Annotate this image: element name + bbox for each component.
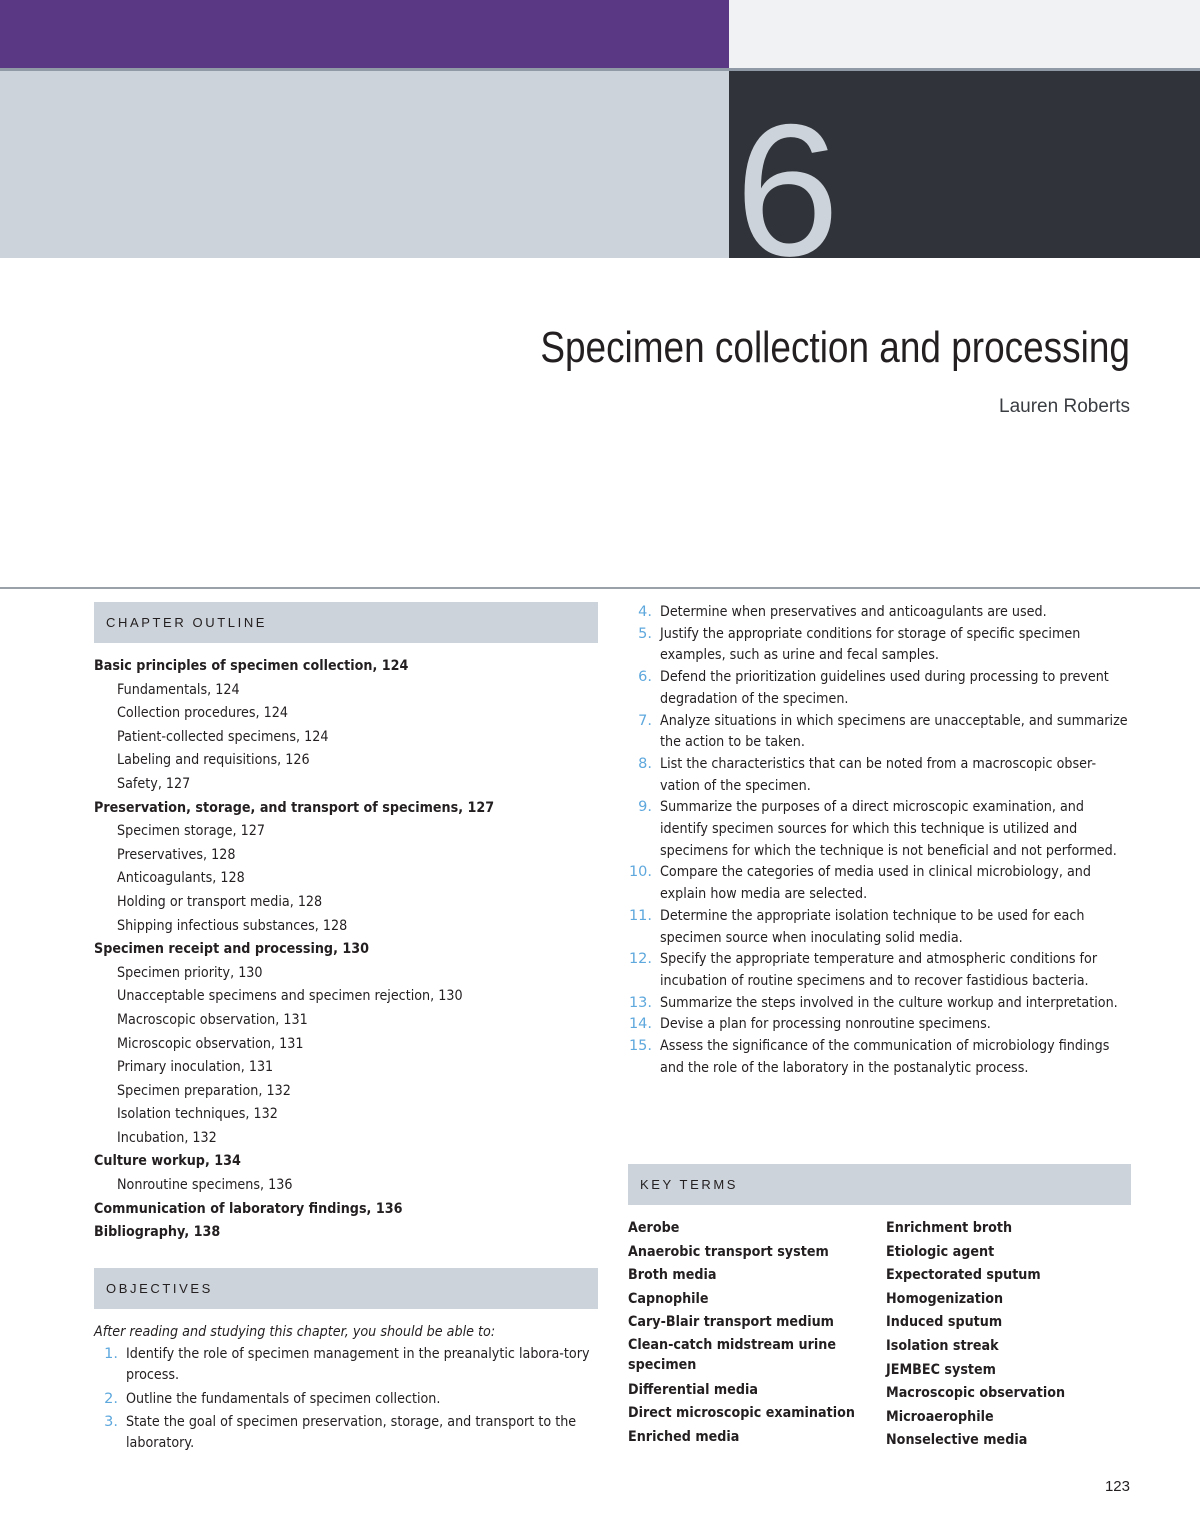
objective-item bbox=[628, 949, 1131, 992]
outline-subsection: Specimen storage, 127 bbox=[117, 823, 265, 840]
outline-section: Communication of laboratory findings, 136 bbox=[94, 1200, 403, 1217]
outline-section: Basic principles of specimen collection, 124 bbox=[94, 658, 409, 674]
outline-subsection: Microscopic observation, 131 bbox=[117, 1035, 304, 1052]
objective-item bbox=[628, 862, 1131, 905]
key-term: Enriched media bbox=[628, 1428, 740, 1445]
objective-item bbox=[628, 667, 1131, 710]
key-term: Aerobe bbox=[628, 1220, 680, 1236]
key-terms-section bbox=[628, 1164, 1131, 1449]
objective-text: Compare the categories of media used in clinical microbiology, and explain how media are selected. bbox=[660, 864, 1091, 903]
objective-text: Outline the fundamentals of specimen collection. bbox=[126, 1390, 441, 1407]
outline-section: Preservation, storage, and transport of specimens, 127 bbox=[94, 799, 495, 816]
key-term: Induced sputum bbox=[886, 1314, 1003, 1331]
outline-list bbox=[94, 655, 598, 1245]
page-number: 123 bbox=[1104, 1478, 1130, 1495]
outline-subsection: Specimen preparation, 132 bbox=[117, 1082, 291, 1099]
key-term: Capnophile bbox=[628, 1290, 709, 1307]
objective-number: 12. bbox=[628, 951, 652, 968]
outline-subsection: Labeling and requisitions, 126 bbox=[117, 752, 310, 769]
outline-heading: CHAPTER OUTLINE bbox=[94, 602, 598, 643]
key-term: Macroscopic observation bbox=[886, 1385, 1066, 1402]
objective-item bbox=[628, 602, 1131, 624]
chapter-author: Lauren Roberts bbox=[999, 396, 1130, 417]
key-term: Enrichment broth bbox=[886, 1220, 1013, 1236]
objective-number: 3. bbox=[104, 1414, 118, 1431]
objective-item bbox=[628, 711, 1131, 754]
chapter-number: 6 bbox=[735, 85, 840, 295]
objective-text: State the goal of specimen preservation, storage, and transport to the laboratory. bbox=[126, 1414, 577, 1452]
objective-number: 10. bbox=[628, 864, 652, 881]
key-terms-column-1 bbox=[628, 1217, 886, 1449]
outline-subsection: Unacceptable specimens and specimen rejection, 130 bbox=[117, 988, 463, 1005]
objective-text: Determine when preservatives and anticoagulants are used. bbox=[660, 604, 1047, 620]
objective-text: Identify the role of specimen management in the preanalytic labora-tory process. bbox=[126, 1346, 590, 1384]
objective-text: Summarize the purposes of a direct microscopic examination, and identify specimen sources for which this technique is utilized and specimens for which the technique is not beneficial and not performed. bbox=[660, 799, 1117, 859]
outline-section: Specimen receipt and processing, 130 bbox=[94, 941, 369, 958]
key-terms-heading: KEY TERMS bbox=[628, 1164, 1131, 1205]
objective-text: Devise a plan for processing nonroutine specimens. bbox=[660, 1016, 991, 1033]
key-term: Microaerophile bbox=[886, 1408, 994, 1425]
header-purple-band bbox=[0, 0, 729, 68]
outline-subsection: Safety, 127 bbox=[117, 775, 191, 792]
objective-item bbox=[94, 1412, 598, 1454]
key-term: Nonselective media bbox=[886, 1432, 1028, 1449]
objective-text: Assess the significance of the communication of microbiology findings and the role of the laboratory in the postanalytic process. bbox=[660, 1038, 1110, 1076]
objective-item bbox=[628, 1036, 1131, 1079]
header-light-band bbox=[729, 0, 1200, 68]
objective-number: 6. bbox=[638, 669, 652, 686]
outline-subsection: Isolation techniques, 132 bbox=[117, 1106, 278, 1123]
outline-subsection: Patient-collected specimens, 124 bbox=[117, 728, 329, 745]
objective-number: 9. bbox=[638, 799, 652, 816]
key-term: Cary-Blair transport medium bbox=[628, 1314, 834, 1331]
outline-subsection: Incubation, 132 bbox=[117, 1129, 217, 1146]
objectives-list-right bbox=[628, 602, 1131, 1079]
objective-item bbox=[94, 1389, 598, 1410]
objective-number: 1. bbox=[104, 1346, 118, 1363]
objective-number: 13. bbox=[628, 994, 652, 1011]
objectives-list-left bbox=[94, 1344, 598, 1454]
objective-text: Defend the prioritization guidelines used during processing to prevent degradation of the specimen. bbox=[660, 669, 1109, 707]
objective-number: 14. bbox=[628, 1016, 652, 1033]
outline-section: Bibliography, 138 bbox=[94, 1224, 221, 1241]
objectives-intro: After reading and studying this chapter, you should be able to: bbox=[94, 1323, 496, 1340]
objective-number: 4. bbox=[638, 604, 652, 620]
outline-subsection: Preservatives, 128 bbox=[117, 846, 236, 863]
objective-text: Summarize the steps involved in the culture workup and interpretation. bbox=[660, 994, 1118, 1011]
objective-text: List the characteristics that can be noted from a macroscopic obser-vation of the specimen. bbox=[660, 755, 1097, 794]
key-terms-column-2 bbox=[886, 1217, 1089, 1453]
right-column bbox=[628, 602, 1131, 1079]
key-term: JEMBEC system bbox=[886, 1361, 996, 1378]
key-term: Direct microscopic examination bbox=[628, 1405, 855, 1422]
objective-item bbox=[628, 906, 1131, 949]
objective-number: 7. bbox=[638, 712, 652, 729]
outline-subsection: Collection procedures, 124 bbox=[117, 705, 289, 722]
objective-number: 2. bbox=[104, 1390, 118, 1407]
outline-subsection: Fundamentals, 124 bbox=[117, 681, 240, 698]
objectives-heading: OBJECTIVES bbox=[94, 1268, 598, 1309]
objective-number: 15. bbox=[628, 1038, 652, 1055]
horizontal-rule bbox=[0, 587, 1200, 589]
key-term: Clean-catch midstream urine specimen bbox=[628, 1336, 837, 1373]
objective-text: Justify the appropriate conditions for storage of specific specimen examples, such as urine and fecal samples. bbox=[660, 625, 1081, 664]
objective-item bbox=[628, 1014, 1131, 1036]
outline-subsection: Anticoagulants, 128 bbox=[117, 870, 245, 887]
objective-text: Determine the appropriate isolation technique to be used for each specimen source when inoculating solid media. bbox=[660, 907, 1085, 946]
objective-text: Specify the appropriate temperature and atmospheric conditions for incubation of routine specimens and to recover fastidious bacteria. bbox=[660, 951, 1098, 989]
left-column bbox=[94, 602, 598, 1457]
objective-number: 8. bbox=[638, 755, 652, 772]
outline-subsection: Macroscopic observation, 131 bbox=[117, 1011, 308, 1028]
objective-item bbox=[94, 1344, 598, 1386]
outline-subsection: Nonroutine specimens, 136 bbox=[117, 1177, 293, 1194]
objective-number: 11. bbox=[628, 907, 652, 924]
outline-subsection: Shipping infectious substances, 128 bbox=[117, 917, 348, 934]
key-term: Etiologic agent bbox=[886, 1243, 995, 1260]
objective-number: 5. bbox=[638, 625, 652, 642]
key-term: Anaerobic transport system bbox=[628, 1243, 829, 1260]
header-gray-band bbox=[0, 71, 729, 258]
objective-item bbox=[628, 993, 1131, 1015]
key-term: Expectorated sputum bbox=[886, 1267, 1041, 1284]
objective-text: Analyze situations in which specimens are unacceptable, and summarize the action to be taken. bbox=[660, 712, 1128, 751]
key-term: Homogenization bbox=[886, 1290, 1004, 1307]
chapter-title: Specimen collection and processing bbox=[540, 323, 1130, 372]
key-term: Isolation streak bbox=[886, 1337, 999, 1354]
outline-subsection: Primary inoculation, 131 bbox=[117, 1059, 274, 1076]
outline-subsection: Specimen priority, 130 bbox=[117, 964, 263, 981]
objective-item bbox=[628, 797, 1131, 862]
objective-item bbox=[628, 624, 1131, 667]
key-term: Differential media bbox=[628, 1381, 758, 1398]
key-term: Broth media bbox=[628, 1267, 717, 1284]
outline-subsection: Holding or transport media, 128 bbox=[117, 893, 323, 910]
objective-item bbox=[628, 754, 1131, 797]
outline-section: Culture workup, 134 bbox=[94, 1153, 241, 1170]
